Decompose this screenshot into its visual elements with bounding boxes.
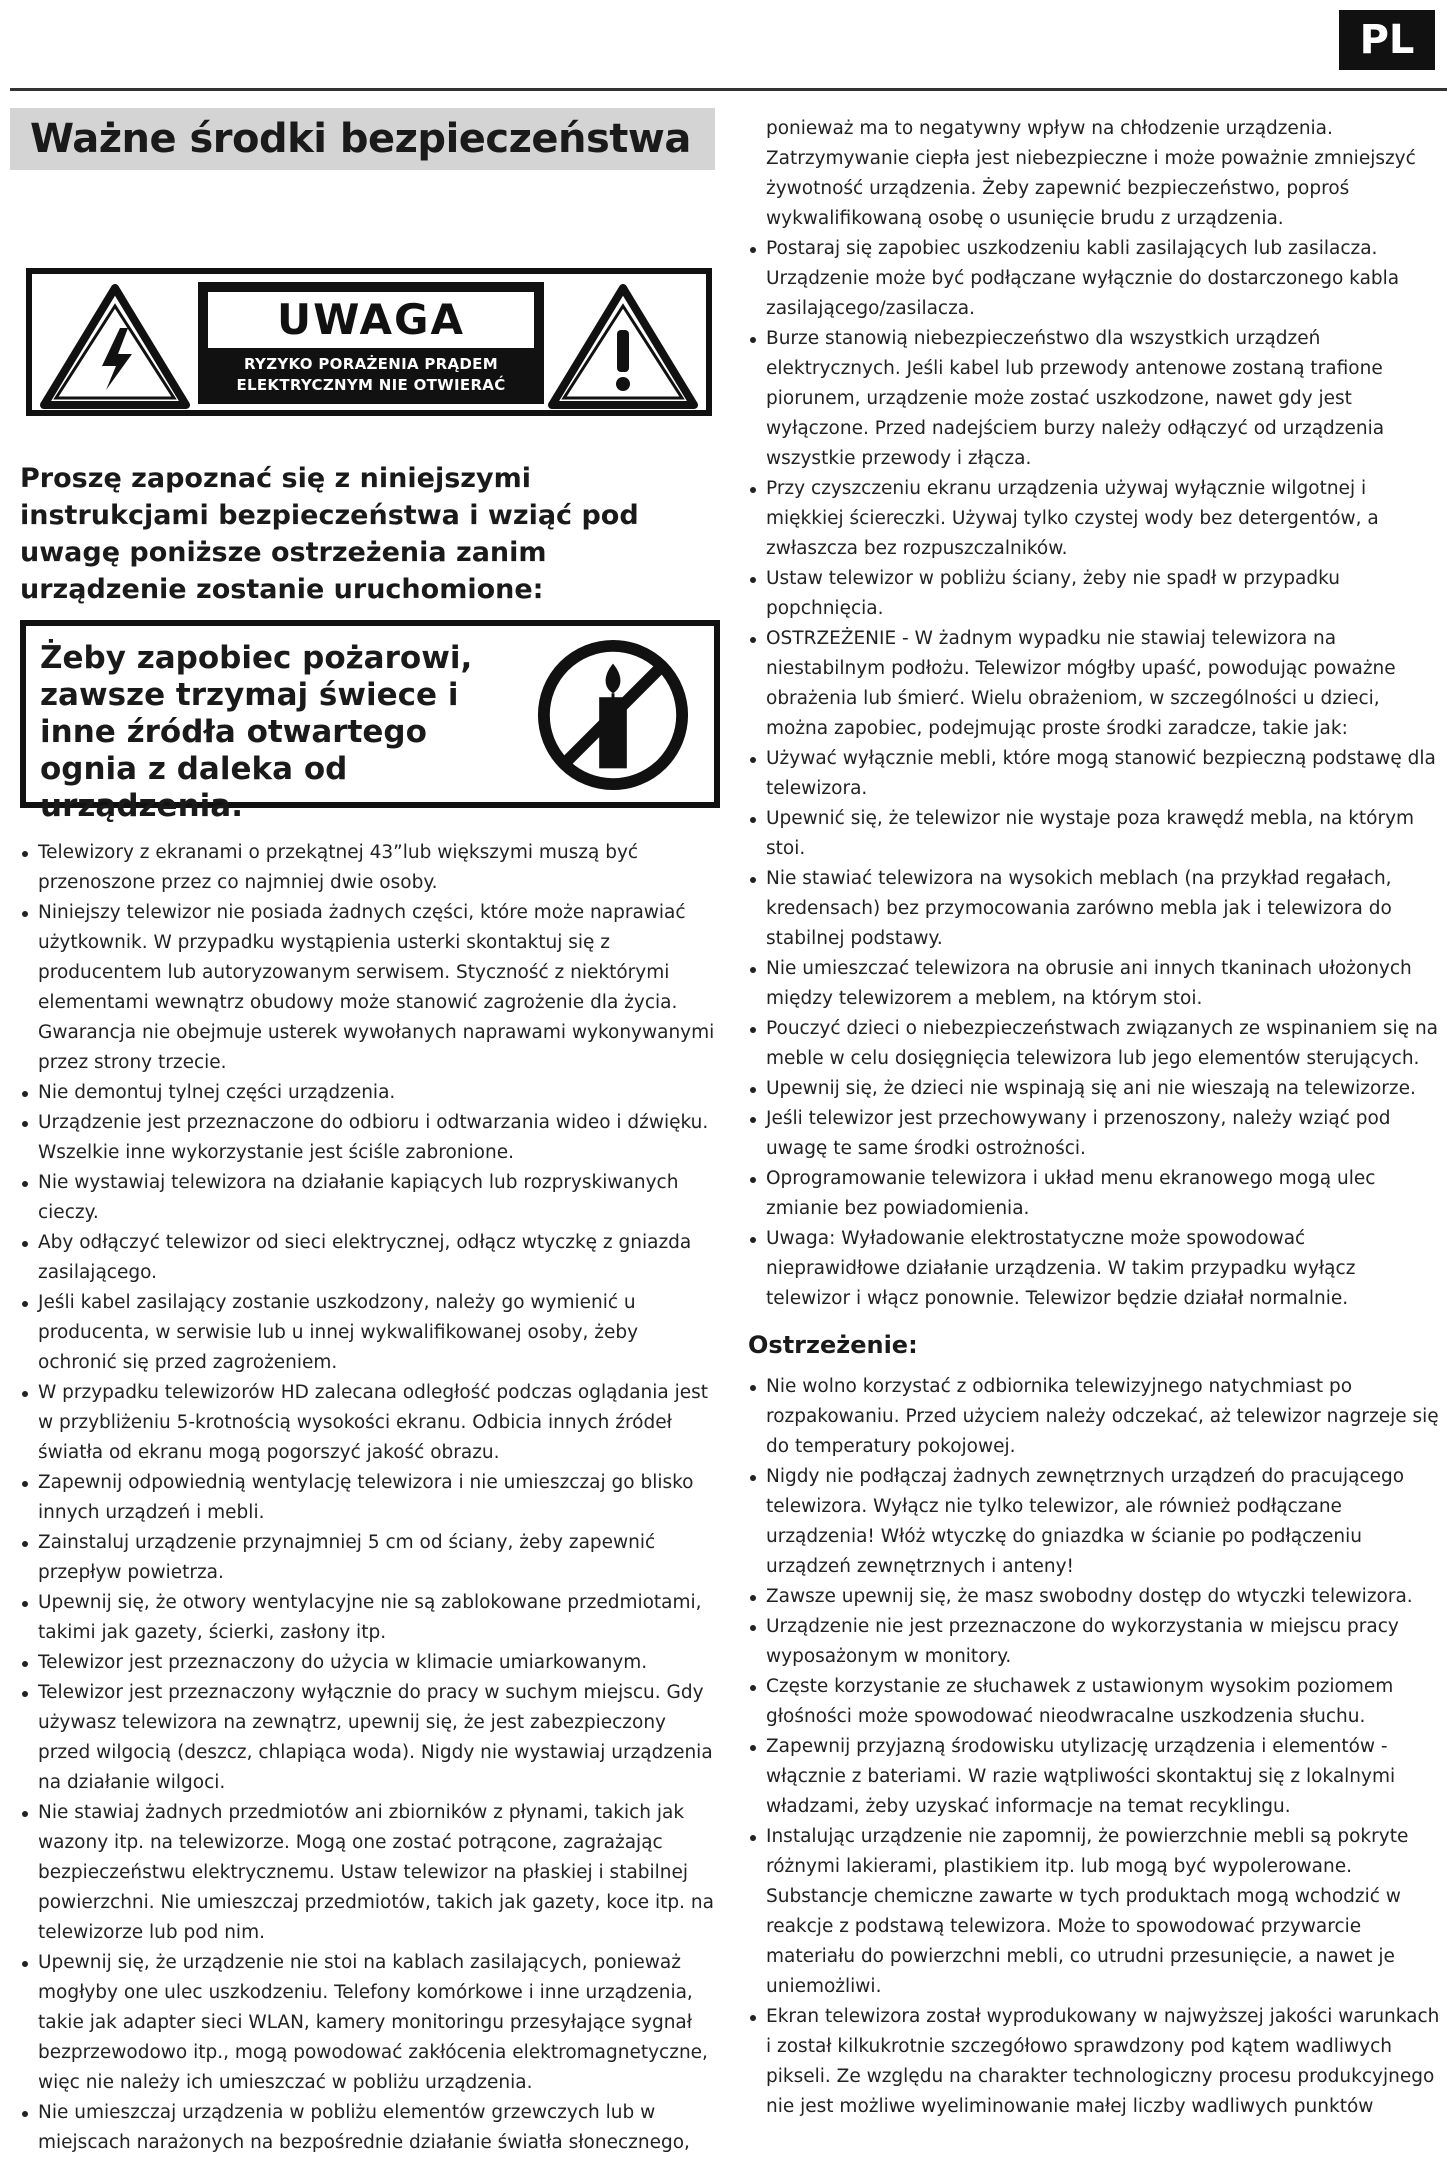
no-candle-icon <box>534 636 692 794</box>
list-item: Zawsze upewnij się, że masz swobodny dostęp do wtyczki telewizora. <box>748 1582 1440 1612</box>
list-item: Niniejszy telewizor nie posiada żadnych części, które może naprawiać użytkownik. W przypadku wystąpienia usterki skontaktuj się z producentem lub autoryzowanym serwisem. Styczność z niektórymi elementami wewnątrz obudowy może stanowić zagrożenie dla życia. Gwarancja nie obejmuje usterek wywołanych naprawami wykonywanymi przez strony trzecie. <box>20 898 715 1078</box>
list-item: Burze stanowią niebezpieczeństwo dla wszystkich urządzeń elektrycznych. Jeśli kabel lub przewody antenowe zostaną trafione piorunem, urządzenie może zostać uszkodzone, nawet gdy jest wyłączone. Przed nadejściem burzy należy odłączyć od urządzenia wszystkie przewody i złącza. <box>748 324 1440 474</box>
list-item: Telewizor jest przeznaczony do użycia w klimacie umiarkowanym. <box>20 1648 715 1678</box>
left-safety-list <box>20 838 715 2158</box>
list-item: Częste korzystanie ze słuchawek z ustawionym wysokim poziomem głośności może spowodować nieodwracalne uszkodzenia słuchu. <box>748 1672 1440 1732</box>
list-item: Postaraj się zapobiec uszkodzeniu kabli zasilających lub zasilacza. Urządzenie może być podłączane wyłącznie do dostarczonego kabla zasilającego/zasilacza. <box>748 234 1440 324</box>
list-item: Urządzenie nie jest przeznaczone do wykorzystania w miejscu pracy wyposażonym w monitory. <box>748 1612 1440 1672</box>
high-voltage-icon <box>40 284 190 409</box>
list-item: Aby odłączyć telewizor od sieci elektrycznej, odłącz wtyczkę z gniazda zasilającego. <box>20 1228 715 1288</box>
list-item: Ekran telewizora został wyprodukowany w najwyższej jakości warunkach i został kilkukrotnie szczegółowo sprawdzony pod kątem wadliwych pikseli. Ze względu na charakter technologiczny procesu produkcyjnego nie jest możliwe wyeliminowanie małej liczby wadliwych punktów <box>748 2002 1440 2122</box>
fire-warning-box <box>20 620 720 824</box>
fire-warning-text: Żeby zapobiec pożarowi, zawsze trzymaj świece i inne źródła otwartego ognia z daleka od urządzenia. <box>40 640 473 824</box>
list-item: Pouczyć dzieci o niebezpieczeństwach związanych ze wspinaniem się na meble w celu dosięgnięcia telewizora lub jego elementów sterujących. <box>748 1014 1440 1074</box>
list-item: Jeśli kabel zasilający zostanie uszkodzony, należy go wymienić u producenta, w serwisie lub u innej wykwalifikowanej osoby, żeby ochronić się przed zagrożeniem. <box>20 1288 715 1378</box>
intro-text: Proszę zapoznać się z niniejszymi instrukcjami bezpieczeństwa i wziąć pod uwagę poniższe ostrzeżenia zanim urządzenie zostanie uruchomione: <box>20 463 639 605</box>
right-column <box>748 114 1440 2122</box>
list-item: Zainstaluj urządzenie przynajmniej 5 cm od ściany, żeby zapewnić przepływ powietrza. <box>20 1528 715 1588</box>
continued-text: ponieważ ma to negatywny wpływ na chłodzenie urządzenia. Zatrzymywanie ciepła jest niebezpieczne i może poważnie zmniejszyć żywotność urządzenia. Żeby zapewnić bezpieczeństwo, poproś wykwalifikowaną osobę o usunięcie brudu z urządzenia. <box>766 118 1416 229</box>
warning-section-heading: Ostrzeżenie: <box>748 1331 918 1359</box>
list-item: Nie wystawiaj telewizora na działanie kapiących lub rozpryskiwanych cieczy. <box>20 1168 715 1228</box>
warning-center-panel <box>198 282 544 404</box>
list-item: Urządzenie jest przeznaczone do odbioru i odtwarzania wideo i dźwięku. Wszelkie inne wykorzystanie jest ściśle zabronione. <box>20 1108 715 1168</box>
warning-list <box>748 1372 1440 2122</box>
page-title: Ważne środki bezpieczeństwa <box>30 116 691 162</box>
list-item: Zapewnij odpowiednią wentylację telewizora i nie umieszczaj go blisko innych urządzeń i mebli. <box>20 1468 715 1528</box>
list-item: Upewnij się, że otwory wentylacyjne nie są zablokowane przedmiotami, takimi jak gazety, ścierki, zasłony itp. <box>20 1588 715 1648</box>
list-item: Nie wolno korzystać z odbiornika telewizyjnego natychmiast po rozpakowaniu. Przed użyciem należy odczekać, aż telewizor nagrzeje się do temperatury pokojowej. <box>748 1372 1440 1462</box>
title-bar <box>10 108 715 170</box>
list-item: Telewizor jest przeznaczony wyłącznie do pracy w suchym miejscu. Gdy używasz telewizora na zewnątrz, upewnij się, że jest zabezpieczony przed wilgocią (deszcz, chlapiąca woda). Nigdy nie wystawiaj urządzenia na działanie wilgoci. <box>20 1678 715 1798</box>
list-item: Upewnij się, że dzieci nie wspinają się ani nie wieszają na telewizorze. <box>748 1074 1440 1104</box>
list-item: W przypadku telewizorów HD zalecana odległość podczas oglądania jest w przybliżeniu 5-krotnością wysokości ekranu. Odbicia innych źródeł światła od ekranu mogą pogorszyć jakość obrazu. <box>20 1378 715 1468</box>
list-item: Telewizory z ekranami o przekątnej 43”lub większymi muszą być przenoszone przez co najmniej dwie osoby. <box>20 838 715 898</box>
warning-line-1: RYZYKO PORAŻENIA PRĄDEM <box>244 355 498 373</box>
list-item: Nie umieszczaj urządzenia w pobliżu elementów grzewczych lub w miejscach narażonych na bezpośrednie działanie światła słonecznego, <box>20 2098 715 2158</box>
list-item: Nie stawiać telewizora na wysokich meblach (na przykład regałach, kredensach) bez przymocowania zarówno mebla jak i telewizora do stabilnej podstawy. <box>748 864 1440 954</box>
list-item: Nie umieszczać telewizora na obrusie ani innych tkaninach ułożonych między telewizorem a meblem, na którym stoi. <box>748 954 1440 1014</box>
left-column <box>10 108 715 2158</box>
list-item: Instalując urządzenie nie zapomnij, że powierzchnie mebli są pokryte różnymi lakierami, plastikiem itp. lub mogą być wypolerowane. Substancje chemiczne zawarte w tych produktach mogą wchodzić w reakcje z podstawą telewizora. Może to spowodować przywarcie materiału do powierzchni mebli, co utrudni przesunięcie, a nawet je uniemożliwi. <box>748 1822 1440 2002</box>
list-item: Upewnij się, że urządzenie nie stoi na kablach zasilających, ponieważ mogłyby one ulec uszkodzeniu. Telefony komórkowe i inne urządzenia, takie jak adapter sieci WLAN, kamery monitoringu przesyłające sygnał bezprzewodowo itp., mogą powodować zakłócenia elektromagnetyczne, więc nie należy ich umieszczać w pobliżu urządzenia. <box>20 1948 715 2098</box>
list-item: Upewnić się, że telewizor nie wystaje poza krawędź mebla, na którym stoi. <box>748 804 1440 864</box>
language-badge: PL <box>1339 10 1435 70</box>
list-item: Jeśli telewizor jest przechowywany i przenoszony, należy wziąć pod uwagę te same środki ostrożności. <box>748 1104 1440 1164</box>
list-item: Zapewnij przyjazną środowisku utylizację urządzenia i elementów - włącznie z bateriami. W razie wątpliwości skontaktuj się z lokalnymi władzami, żeby uzyskać informacje na temat recyklingu. <box>748 1732 1440 1822</box>
list-item: Przy czyszczeniu ekranu urządzenia używaj wyłącznie wilgotnej i miękkiej ściereczki. Używaj tylko czystej wody bez detergentów, a zwłaszcza bez rozpuszczalników. <box>748 474 1440 564</box>
right-safety-list <box>748 234 1440 1314</box>
shock-warning-label <box>26 268 712 416</box>
list-item: Ustaw telewizor w pobliżu ściany, żeby nie spadł w przypadku popchnięcia. <box>748 564 1440 624</box>
exclamation-icon <box>548 284 698 409</box>
list-item: Oprogramowanie telewizora i układ menu ekranowego mogą ulec zmianie bez powiadomienia. <box>748 1164 1440 1224</box>
list-item: Uwaga: Wyładowanie elektrostatyczne może spowodować nieprawidłowe działanie urządzenia. W takim przypadku wyłącz telewizor i włącz ponownie. Telewizor będzie działał normalnie. <box>748 1224 1440 1314</box>
list-item: Nie demontuj tylnej części urządzenia. <box>20 1078 715 1108</box>
warning-heading: UWAGA <box>208 292 534 348</box>
warning-line-2: ELEKTRYCZNYM NIE OTWIERAĆ <box>236 376 506 394</box>
list-item: Używać wyłącznie mebli, które mogą stanowić bezpieczną podstawę dla telewizora. <box>748 744 1440 804</box>
list-item: OSTRZEŻENIE - W żadnym wypadku nie stawiaj telewizora na niestabilnym podłożu. Telewizor mógłby upaść, powodując poważne obrażenia lub śmierć. Wielu obrażeniom, w szczególności u dzieci, można zapobiec, podejmując proste środki zaradcze, takie jak: <box>748 624 1440 744</box>
top-divider <box>10 88 1447 91</box>
list-item: Nie stawiaj żadnych przedmiotów ani zbiorników z płynami, takich jak wazony itp. na telewizorze. Mogą one zostać potrącone, zagrażając bezpieczeństwu elektrycznemu. Ustaw telewizor na płaskiej i stabilnej powierzchni. Nie umieszczaj przedmiotów, takich jak gazety, koce itp. na telewizorze lub pod nim. <box>20 1798 715 1948</box>
list-item: Nigdy nie podłączaj żadnych zewnętrznych urządzeń do pracującego telewizora. Wyłącz nie tylko telewizor, ale również podłączane urządzenia! Włóż wtyczkę do gniazdka w ścianie po podłączeniu urządzeń zewnętrznych i anteny! <box>748 1462 1440 1582</box>
